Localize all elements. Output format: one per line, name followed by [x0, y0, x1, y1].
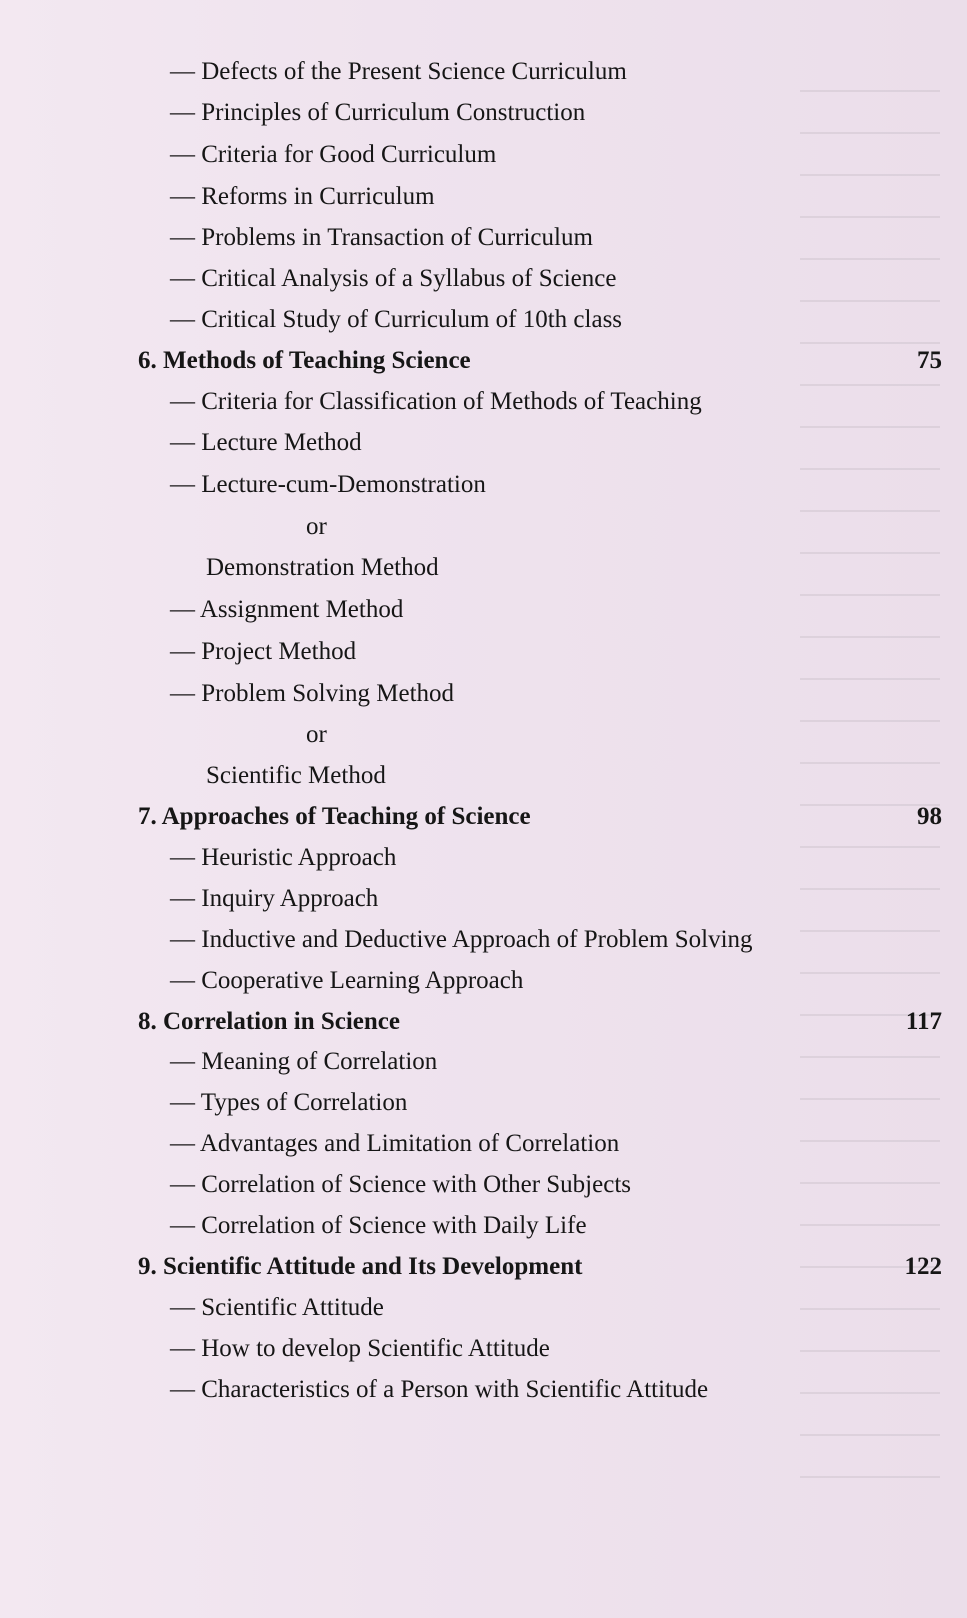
chapter-page-number: 75: [917, 347, 942, 374]
toc-or-separator: or: [306, 513, 327, 540]
toc-item: — Lecture Method: [170, 429, 362, 456]
toc-item: — Critical Study of Curriculum of 10th class: [170, 306, 623, 333]
toc-item: — Inductive and Deductive Approach of Problem Solving: [170, 926, 753, 953]
toc-item: — Inquiry Approach: [170, 885, 379, 912]
toc-item: — Critical Analysis of a Syllabus of Science: [170, 265, 617, 292]
toc-item: — Criteria for Classification of Methods of Teaching: [170, 388, 702, 415]
chapter-page-number: 98: [917, 803, 942, 830]
toc-item: — Reforms in Curriculum: [170, 183, 435, 210]
toc-item: — Correlation of Science with Other Subjects: [170, 1171, 631, 1198]
toc-item: — How to develop Scientific Attitude: [170, 1335, 550, 1362]
toc-item: — Types of Correlation: [170, 1089, 408, 1116]
toc-item: — Project Method: [170, 638, 357, 665]
toc-item: — Meaning of Correlation: [170, 1048, 438, 1075]
toc-item: — Assignment Method: [170, 596, 404, 623]
toc-item: — Advantages and Limitation of Correlation: [170, 1130, 620, 1157]
chapter-title: 6. Methods of Teaching Science: [138, 347, 471, 374]
chapter-page-number: 117: [905, 1008, 942, 1035]
toc-item: — Characteristics of a Person with Scientific Attitude: [170, 1376, 709, 1403]
toc-item: — Correlation of Science with Daily Life: [170, 1212, 587, 1239]
toc-item: — Defects of the Present Science Curriculum: [170, 58, 627, 85]
toc-or-separator: or: [306, 721, 327, 748]
toc-item: — Criteria for Good Curriculum: [170, 141, 497, 168]
chapter-page-number: 122: [904, 1253, 942, 1280]
toc-item: — Lecture-cum-Demonstration: [170, 471, 486, 498]
chapter-title: 8. Correlation in Science: [138, 1008, 400, 1035]
toc-item: Scientific Method: [206, 762, 386, 789]
toc-item: — Cooperative Learning Approach: [170, 967, 524, 994]
chapter-title: 7. Approaches of Teaching of Science: [138, 803, 531, 830]
toc-item: — Scientific Attitude: [170, 1294, 384, 1321]
toc-item: — Heuristic Approach: [170, 844, 397, 871]
toc-item: Demonstration Method: [206, 554, 439, 581]
toc-item: — Principles of Curriculum Construction: [170, 99, 586, 126]
chapter-title: 9. Scientific Attitude and Its Development: [138, 1253, 583, 1280]
toc-item: — Problems in Transaction of Curriculum: [170, 224, 593, 251]
toc-item: — Problem Solving Method: [170, 680, 455, 707]
